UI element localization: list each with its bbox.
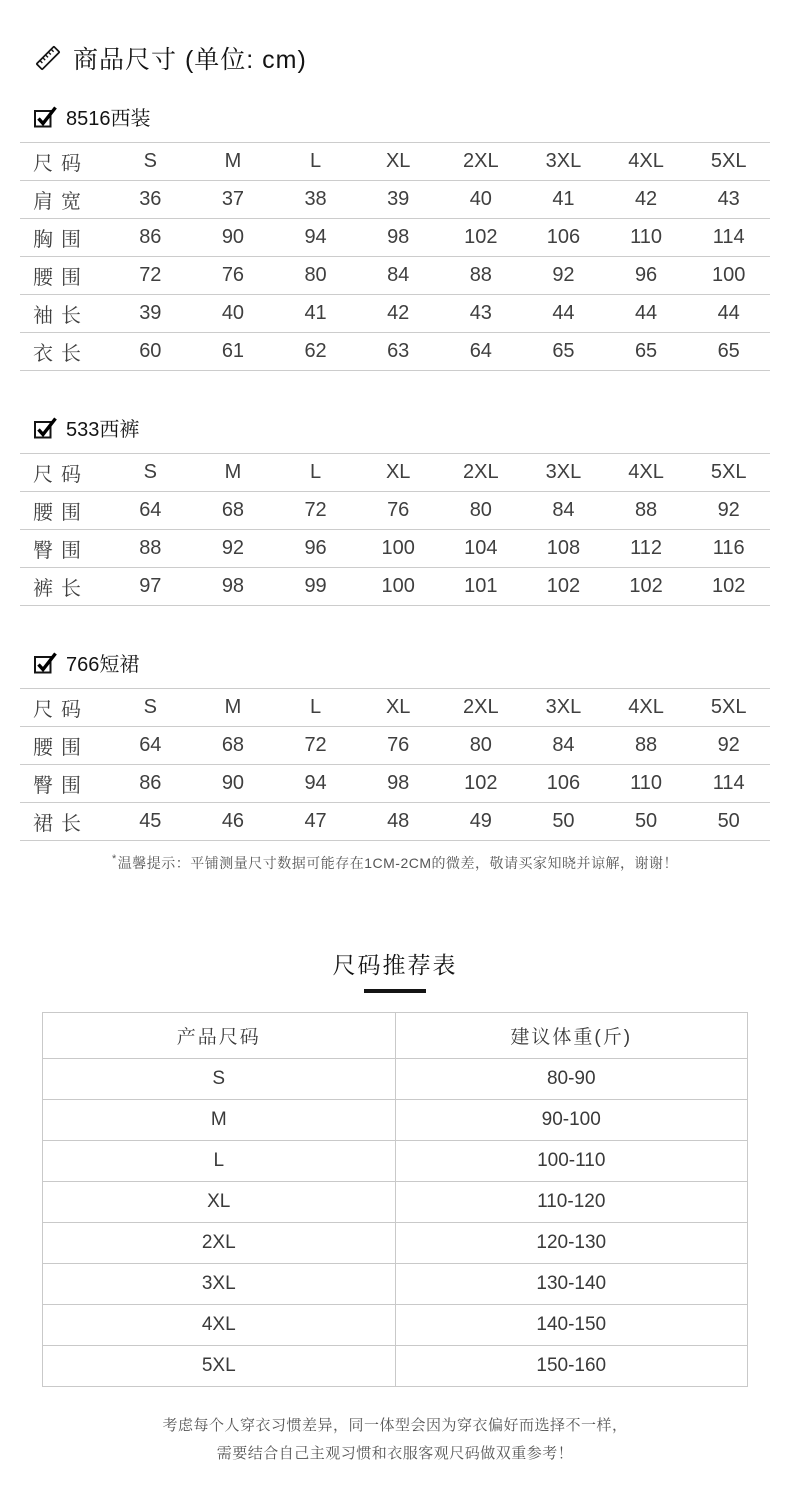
size-value-cell: 98 bbox=[221, 575, 245, 597]
size-value-cell: 88 bbox=[634, 499, 658, 521]
size-value-cell: 76 bbox=[387, 734, 410, 756]
size-table-header-row bbox=[20, 454, 770, 492]
recommendation-title: 尺码推荐表 bbox=[332, 952, 458, 978]
tip-asterisk: * bbox=[111, 853, 117, 866]
recommendation-cell: XL bbox=[43, 1182, 396, 1223]
size-value-cell: 44 bbox=[717, 302, 740, 324]
size-row-label: 裙长 bbox=[33, 813, 89, 835]
size-value-cell: 92 bbox=[221, 537, 245, 559]
size-value-cell: 46 bbox=[221, 810, 245, 832]
size-value-cell: 80 bbox=[469, 499, 492, 521]
size-value-cell: 50 bbox=[634, 810, 658, 832]
section-label-text: 8516西装 bbox=[66, 108, 151, 130]
size-value-cell: 76 bbox=[221, 264, 245, 286]
size-value-cell: 108 bbox=[546, 537, 581, 559]
checkbox-icon bbox=[33, 416, 57, 440]
size-value-cell: 114 bbox=[712, 772, 745, 794]
size-header-cell: S bbox=[143, 461, 157, 483]
size-value-cell: 45 bbox=[139, 810, 162, 832]
size-table-row bbox=[20, 295, 770, 333]
checkbox-icon bbox=[33, 651, 57, 675]
size-header-cell: 5XL bbox=[710, 461, 747, 483]
recommendation-cell: 150-160 bbox=[395, 1346, 748, 1387]
size-value-cell: 38 bbox=[304, 188, 327, 210]
size-value-cell: 92 bbox=[717, 499, 740, 521]
size-value-cell: 98 bbox=[387, 772, 410, 794]
size-row-label: 胸围 bbox=[33, 229, 89, 251]
section-label bbox=[33, 413, 790, 442]
size-table-section bbox=[0, 648, 790, 841]
recommendation-cell: 130-140 bbox=[395, 1264, 748, 1305]
size-value-cell: 40 bbox=[469, 188, 492, 210]
size-row-label: 肩宽 bbox=[33, 191, 89, 213]
size-value-cell: 49 bbox=[469, 810, 492, 832]
size-value-cell: 44 bbox=[634, 302, 658, 324]
size-header-cell: 尺码 bbox=[33, 153, 89, 175]
size-tables-container bbox=[0, 102, 790, 841]
measurement-tip bbox=[0, 853, 790, 873]
recommendation-cell: 4XL bbox=[43, 1305, 396, 1346]
size-value-cell: 72 bbox=[304, 734, 327, 756]
size-header-cell: 3XL bbox=[545, 150, 582, 172]
size-value-cell: 98 bbox=[387, 226, 410, 248]
size-row-label: 裤长 bbox=[33, 578, 89, 600]
size-value-cell: 39 bbox=[387, 188, 410, 210]
section-label bbox=[33, 102, 790, 131]
size-value-cell: 112 bbox=[630, 537, 662, 559]
size-value-cell: 80 bbox=[469, 734, 492, 756]
size-value-cell: 50 bbox=[717, 810, 740, 832]
size-table-row bbox=[20, 765, 770, 803]
size-value-cell: 47 bbox=[304, 810, 327, 832]
size-value-cell: 84 bbox=[552, 734, 575, 756]
size-header-cell: S bbox=[143, 150, 157, 172]
size-header-cell: M bbox=[224, 696, 242, 718]
size-table-row bbox=[20, 568, 770, 606]
size-value-cell: 94 bbox=[304, 226, 327, 248]
tip-text: 温馨提示：平铺测量尺寸数据可能存在1CM-2CM的微差，敬请买家知晓并谅解，谢谢！ bbox=[117, 855, 679, 871]
size-value-cell: 100 bbox=[381, 575, 415, 597]
footnote bbox=[0, 1412, 790, 1468]
size-value-cell: 88 bbox=[469, 264, 492, 286]
size-value-cell: 102 bbox=[712, 575, 746, 597]
size-value-cell: 36 bbox=[139, 188, 162, 210]
title-underline bbox=[364, 989, 426, 993]
size-table bbox=[20, 688, 770, 841]
size-value-cell: 63 bbox=[387, 340, 410, 362]
size-value-cell: 92 bbox=[552, 264, 575, 286]
size-header-cell: 3XL bbox=[545, 461, 582, 483]
size-value-cell: 50 bbox=[552, 810, 575, 832]
size-table-row bbox=[20, 333, 770, 371]
section-label-text: 533西裤 bbox=[66, 419, 140, 441]
size-value-cell: 41 bbox=[552, 188, 575, 210]
section-label bbox=[33, 648, 790, 677]
section-label-text: 766短裙 bbox=[66, 654, 140, 676]
recommendation-cell: 3XL bbox=[43, 1264, 396, 1305]
size-table-section bbox=[0, 413, 790, 606]
size-header-cell: 4XL bbox=[628, 461, 664, 483]
size-value-cell: 65 bbox=[552, 340, 575, 362]
size-row-label: 腰围 bbox=[33, 737, 89, 759]
size-value-cell: 97 bbox=[139, 575, 162, 597]
size-row-label: 衣长 bbox=[33, 343, 89, 365]
size-header-cell: XL bbox=[385, 461, 411, 483]
size-header-cell: L bbox=[310, 150, 322, 172]
size-value-cell: 116 bbox=[712, 537, 745, 559]
size-value-cell: 39 bbox=[139, 302, 162, 324]
recommendation-cell: 120-130 bbox=[395, 1223, 748, 1264]
footnote-line: 考虑每个人穿衣习惯差异，同一体型会因为穿衣偏好而选择不一样， bbox=[162, 1417, 628, 1434]
size-value-cell: 99 bbox=[304, 575, 327, 597]
size-value-cell: 84 bbox=[387, 264, 410, 286]
size-value-cell: 42 bbox=[634, 188, 658, 210]
size-header-cell: 3XL bbox=[545, 696, 582, 718]
size-header-cell: L bbox=[310, 696, 322, 718]
size-header-cell: 尺码 bbox=[33, 464, 89, 486]
page-title: 商品尺寸 (单位: cm) bbox=[73, 46, 307, 74]
size-value-cell: 102 bbox=[546, 575, 581, 597]
size-value-cell: 48 bbox=[387, 810, 410, 832]
size-value-cell: 90 bbox=[221, 226, 245, 248]
size-value-cell: 68 bbox=[221, 499, 245, 521]
size-value-cell: 72 bbox=[139, 264, 162, 286]
footnote-line: 需要结合自己主观习惯和衣服客观尺码做双重参考！ bbox=[216, 1444, 574, 1462]
size-header-cell: XL bbox=[385, 150, 411, 172]
size-value-cell: 68 bbox=[221, 734, 245, 756]
size-header-cell: 2XL bbox=[463, 696, 499, 718]
recommendation-cell: S bbox=[43, 1059, 396, 1100]
size-header-cell: 4XL bbox=[628, 150, 664, 172]
size-value-cell: 43 bbox=[717, 188, 740, 210]
size-row-label: 袖长 bbox=[33, 305, 89, 327]
size-value-cell: 96 bbox=[634, 264, 658, 286]
recommendation-cell: 5XL bbox=[43, 1346, 396, 1387]
recommendation-cell: 140-150 bbox=[395, 1305, 748, 1346]
size-value-cell: 86 bbox=[139, 772, 162, 794]
size-value-cell: 44 bbox=[552, 302, 575, 324]
recommendation-row bbox=[43, 1223, 748, 1264]
size-row-label: 臀围 bbox=[33, 775, 89, 797]
recommendation-header-cell: 建议体重(斤) bbox=[395, 1013, 748, 1059]
recommendation-row bbox=[43, 1346, 748, 1387]
size-value-cell: 41 bbox=[304, 302, 327, 324]
recommendation-row bbox=[43, 1141, 748, 1182]
recommendation-row bbox=[43, 1182, 748, 1223]
size-header-cell: 2XL bbox=[463, 150, 499, 172]
size-value-cell: 104 bbox=[464, 537, 498, 559]
size-table-row bbox=[20, 492, 770, 530]
size-header-cell: M bbox=[224, 461, 242, 483]
recommendation-cell: 80-90 bbox=[395, 1059, 748, 1100]
checkbox-icon bbox=[33, 105, 57, 129]
size-value-cell: 65 bbox=[634, 340, 658, 362]
size-value-cell: 76 bbox=[387, 499, 410, 521]
size-table-header-row bbox=[20, 143, 770, 181]
size-value-cell: 60 bbox=[139, 340, 162, 362]
size-table-row bbox=[20, 219, 770, 257]
recommendation-row bbox=[43, 1100, 748, 1141]
size-value-cell: 94 bbox=[304, 772, 327, 794]
recommendation-table bbox=[42, 1012, 748, 1387]
size-value-cell: 100 bbox=[712, 264, 746, 286]
size-value-cell: 80 bbox=[304, 264, 327, 286]
size-row-label: 腰围 bbox=[33, 267, 89, 289]
size-row-label: 腰围 bbox=[33, 502, 89, 524]
size-header-cell: M bbox=[224, 150, 242, 172]
size-header-cell: S bbox=[143, 696, 157, 718]
size-header-cell: XL bbox=[385, 696, 411, 718]
recommendation-cell: 110-120 bbox=[395, 1182, 748, 1223]
size-header-cell: 5XL bbox=[710, 696, 747, 718]
size-value-cell: 114 bbox=[712, 226, 745, 248]
size-value-cell: 101 bbox=[464, 575, 498, 597]
size-table-row bbox=[20, 257, 770, 295]
size-value-cell: 65 bbox=[717, 340, 740, 362]
size-header-cell: 5XL bbox=[710, 150, 747, 172]
size-header-cell: 4XL bbox=[628, 696, 664, 718]
recommendation-header-row bbox=[43, 1013, 748, 1059]
size-value-cell: 106 bbox=[546, 226, 581, 248]
size-value-cell: 43 bbox=[469, 302, 492, 324]
size-value-cell: 37 bbox=[221, 188, 245, 210]
size-value-cell: 72 bbox=[304, 499, 327, 521]
recommendation-cell: 2XL bbox=[43, 1223, 396, 1264]
size-value-cell: 110 bbox=[630, 772, 662, 794]
recommendation-header-cell: 产品尺码 bbox=[43, 1013, 396, 1059]
size-table-row bbox=[20, 181, 770, 219]
size-value-cell: 96 bbox=[304, 537, 327, 559]
size-header-cell: L bbox=[310, 461, 322, 483]
size-value-cell: 40 bbox=[221, 302, 245, 324]
size-value-cell: 110 bbox=[630, 226, 662, 248]
recommendation-row bbox=[43, 1059, 748, 1100]
size-value-cell: 92 bbox=[717, 734, 740, 756]
recommendation-cell: 90-100 bbox=[395, 1100, 748, 1141]
size-value-cell: 61 bbox=[221, 340, 245, 362]
recommendation-cell: 100-110 bbox=[395, 1141, 748, 1182]
size-header-cell: 尺码 bbox=[33, 699, 89, 721]
page-header bbox=[34, 40, 790, 76]
size-value-cell: 86 bbox=[139, 226, 162, 248]
recommendation-row bbox=[43, 1305, 748, 1346]
recommendation-cell: M bbox=[43, 1100, 396, 1141]
size-value-cell: 102 bbox=[464, 226, 498, 248]
size-table-row bbox=[20, 530, 770, 568]
recommendation-row bbox=[43, 1264, 748, 1305]
size-value-cell: 64 bbox=[139, 499, 162, 521]
size-table-section bbox=[0, 102, 790, 371]
size-table-row bbox=[20, 727, 770, 765]
size-value-cell: 88 bbox=[634, 734, 658, 756]
size-table bbox=[20, 453, 770, 606]
size-value-cell: 64 bbox=[469, 340, 492, 362]
size-value-cell: 102 bbox=[629, 575, 663, 597]
recommendation-cell: L bbox=[43, 1141, 396, 1182]
size-table-row bbox=[20, 803, 770, 841]
size-value-cell: 62 bbox=[304, 340, 327, 362]
size-value-cell: 84 bbox=[552, 499, 575, 521]
size-value-cell: 64 bbox=[139, 734, 162, 756]
size-value-cell: 106 bbox=[546, 772, 581, 794]
size-value-cell: 102 bbox=[464, 772, 498, 794]
size-value-cell: 42 bbox=[387, 302, 410, 324]
size-value-cell: 90 bbox=[221, 772, 245, 794]
size-row-label: 臀围 bbox=[33, 540, 89, 562]
size-value-cell: 100 bbox=[381, 537, 415, 559]
ruler-icon bbox=[34, 44, 62, 72]
recommendation-header bbox=[0, 947, 790, 993]
size-table bbox=[20, 142, 770, 371]
size-table-header-row bbox=[20, 689, 770, 727]
size-header-cell: 2XL bbox=[463, 461, 499, 483]
size-value-cell: 88 bbox=[139, 537, 162, 559]
